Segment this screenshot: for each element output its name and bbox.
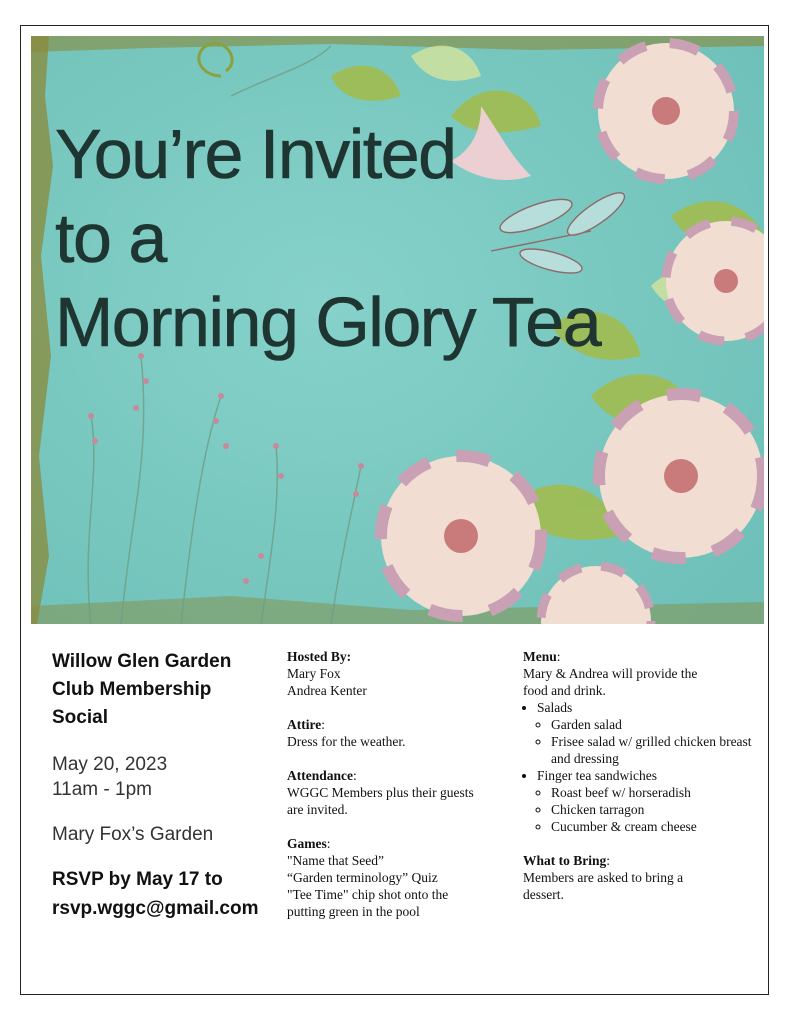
list-item: ◦ Cucumber & cream cheese (551, 818, 753, 835)
games-heading: Games (287, 836, 327, 851)
event-date: May 20, 2023 (52, 754, 168, 775)
host-name: Andrea Kenter (287, 683, 367, 698)
event-location: Mary Fox’s Garden (52, 824, 214, 845)
menu-column (523, 648, 753, 903)
game-item: "Name that Seed” (287, 853, 384, 868)
attire-section: Attire: Dress for the weather. (287, 716, 502, 750)
list-item: ◦ Garden salad (551, 716, 753, 733)
host-name: Mary Fox (287, 666, 341, 681)
event-summary-column (52, 648, 267, 923)
attendance-section: Attendance: WGGC Members plus their guests are invited. (287, 768, 474, 817)
headline-line-3: Morning Glory Tea (55, 283, 601, 361)
invitation-headline (55, 112, 600, 364)
game-item: "Tee Time" chip shot onto the (287, 887, 449, 902)
hosted-by-heading: Hosted By: (287, 649, 352, 664)
game-item: putting green in the pool (287, 904, 420, 919)
sandwiches-list (537, 784, 753, 835)
event-time: 11am - 1pm (52, 779, 152, 800)
list-item: ◦ Chicken tarragon (551, 801, 753, 818)
hosted-by-section (287, 648, 502, 699)
morning-glory-illustration (31, 36, 764, 624)
salads-list (537, 716, 753, 767)
game-item: “Garden terminology” Quiz (287, 870, 438, 885)
list-item: ◦ Roast beef w/ horseradish (551, 784, 753, 801)
rsvp-email[interactable]: rsvp.wggc@gmail.com (52, 898, 259, 919)
headline-line-2: to a (55, 199, 166, 277)
menu-item: • Finger tea sandwiches ◦ Roast beef w/ horseradish ◦ Chicken tarragon ◦ Cucumber & cream cheese (537, 767, 753, 835)
bring-heading: What to Bring (523, 853, 607, 868)
details-column (287, 648, 502, 937)
club-name: Willow Glen Garden Club Membership Social (52, 651, 232, 728)
rsvp-deadline: RSVP by May 17 to (52, 869, 223, 890)
menu-list (523, 699, 753, 835)
attire-heading: Attire (287, 717, 322, 732)
menu-section: Menu: Mary & Andrea will provide the food and drink. • Salads ◦ Garden salad ◦ Frisee salad w/ grilled chicken breast and dressing • Finger tea sandwiches ◦ Roast beef w/ horseradish ◦ Chicken tarragon ◦ Cucumber & cream cheese (523, 648, 753, 835)
menu-heading: Menu (523, 649, 557, 664)
attendance-heading: Attendance (287, 768, 353, 783)
games-section: Games: "Name that Seed” “Garden terminology” Quiz "Tee Time" chip shot onto the putting green in the pool (287, 835, 502, 920)
rsvp-info (52, 865, 267, 923)
event-date-time (52, 752, 267, 802)
what-to-bring-section: What to Bring: Members are asked to bring a dessert. (523, 853, 684, 902)
menu-item: • Salads ◦ Garden salad ◦ Frisee salad w/ grilled chicken breast and dressing (537, 699, 753, 767)
headline-line-1: You’re Invited (55, 115, 456, 193)
list-item: ◦ Frisee salad w/ grilled chicken breast and dressing (551, 733, 753, 767)
attire-text: Dress for the weather. (287, 734, 406, 749)
